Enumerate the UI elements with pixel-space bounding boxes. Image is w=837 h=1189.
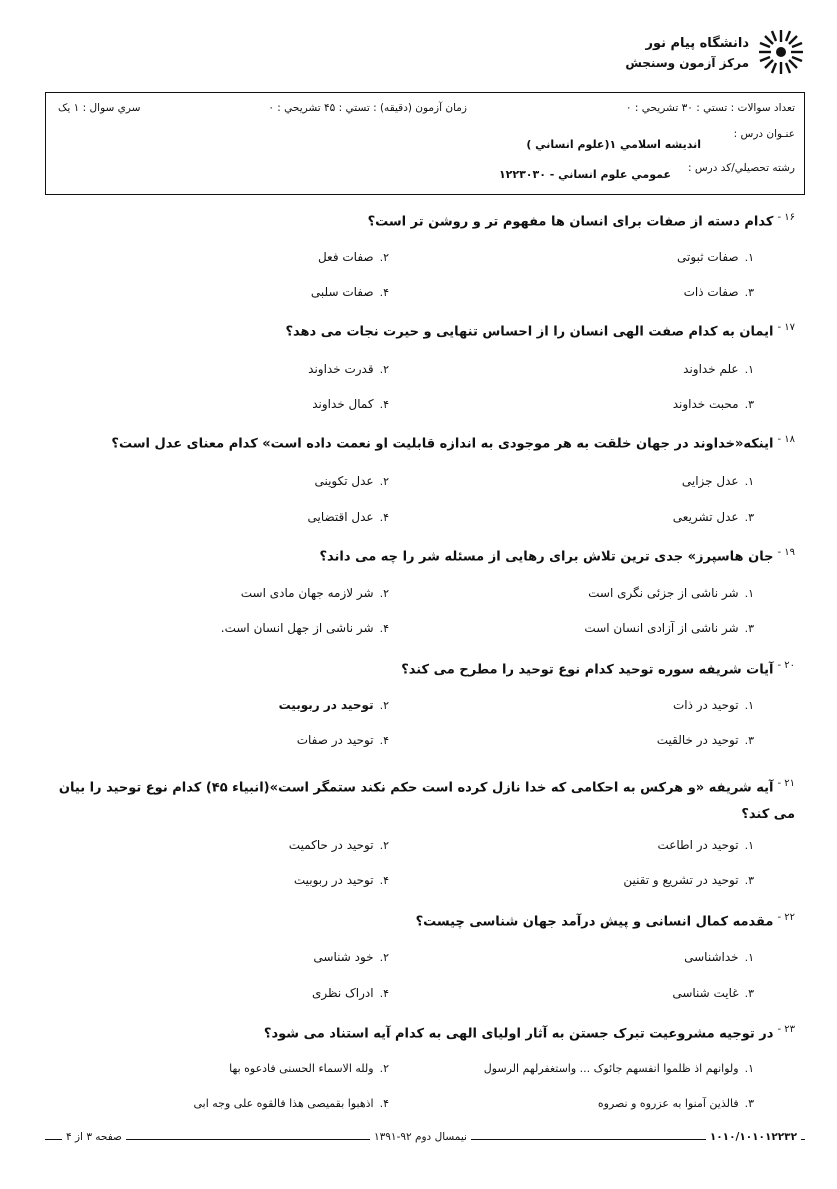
q18-option-1[interactable]: ۱.عدل جزایی <box>681 474 754 488</box>
question-19: $^{۱۹ -}$جان هاسپرز» جدی ترین تلاش برای رهایی از مسئله شر را چه می داند؟ <box>319 547 795 565</box>
q20-option-3[interactable]: ۳.توحید در خالقیت <box>656 733 754 747</box>
sunburst-emblem-icon <box>755 26 807 78</box>
assessment-center-name: مرکز آزمون وسنجش <box>625 56 749 70</box>
exam-code: ۱۰۱۰/۱۰۱۰۱۲۲۳۲ <box>706 1131 801 1143</box>
question-series: سري سوال : ۱ يک <box>58 102 141 114</box>
q23-option-2[interactable]: ۲.ولله الاسماء الحسنی فادعوه بها <box>229 1062 389 1075</box>
field-code: عمومي علوم انساني - ۱۲۲۳۰۳۰ <box>498 168 671 181</box>
q16-option-3[interactable]: ۳.صفات ذات <box>683 285 754 299</box>
exam-time: زمان آزمون (دقيقه) : تستي : ۴۵ تشريحي : ۰ <box>268 102 467 114</box>
q21-option-1[interactable]: ۱.توحید در اطاعت <box>657 838 754 852</box>
university-logo <box>577 26 807 80</box>
q16-option-1[interactable]: ۱.صفات ثبوتی <box>677 250 754 264</box>
q17-option-3[interactable]: ۳.محبت خداوند <box>672 397 754 411</box>
q22-option-4[interactable]: ۴.ادراک نظری <box>312 986 389 1000</box>
course-title: انديشه اسلامي ۱(علوم انساني ) <box>526 138 701 151</box>
question-16: $^{۱۶ -}$کدام دسته از صفات برای انسان ها مفهوم تر و روشن تر است؟ <box>367 212 795 230</box>
q17-option-1[interactable]: ۱.علم خداوند <box>683 362 754 376</box>
q16-option-4[interactable]: ۴.صفات سلبی <box>310 285 389 299</box>
question-23: $^{۲۳ -}$در توجیه مشروعیت تبرک جستن به آثار اولیای الهی به کدام آیه استناد می شود؟ <box>263 1024 795 1042</box>
q21-option-4[interactable]: ۴.توحید در ربوبیت <box>293 873 389 887</box>
q16-option-2[interactable]: ۲.صفات فعل <box>317 250 389 264</box>
q23-option-4[interactable]: ۴.اذهبوا بقمیصی هذا فالقوه علی وجه ابی <box>193 1097 389 1110</box>
question-17: $^{۱۷ -}$ایمان به کدام صفت الهی انسان را از احساس تنهایی و حیرت نجات می دهد؟ <box>285 322 795 340</box>
q18-option-3[interactable]: ۳.عدل تشریعی <box>672 510 754 524</box>
question-20: $^{۲۰ -}$آیات شریفه سوره توحید کدام نوع توحید را مطرح می کند؟ <box>401 660 795 678</box>
semester-label: نیمسال دوم ۹۲-۱۳۹۱ <box>370 1131 471 1143</box>
q18-option-4[interactable]: ۴.عدل اقتضایی <box>307 510 389 524</box>
q18-option-2[interactable]: ۲.عدل تکوینی <box>314 474 389 488</box>
q22-option-3[interactable]: ۳.غایت شناسی <box>672 986 754 1000</box>
q20-option-1[interactable]: ۱.توحید در ذات <box>672 698 754 712</box>
q22-option-2[interactable]: ۲.خود شناسی <box>313 950 389 964</box>
q23-option-3[interactable]: ۳.فالذین آمنوا به عزروه و نصروه <box>597 1097 754 1110</box>
question-18: $^{۱۸ -}$اینکه«خداوند در جهان خلقت به هر موجودی به اندازه قابلیت او نعمت داده است» کدام معنای عدل است؟ <box>111 434 795 452</box>
page-number: صفحه ۳ از ۴ <box>62 1131 126 1143</box>
q19-option-4[interactable]: ۴.شر ناشی از جهل انسان است. <box>220 621 389 635</box>
q20-option-4[interactable]: ۴.توحید در صفات <box>296 733 389 747</box>
q19-option-3[interactable]: ۳.شر ناشی از آزادی انسان است <box>584 621 754 635</box>
question-21: $^{۲۱ -}$آیه شریفه «و هرکس به احکامی که خدا نازل کرده است حکم نکند ستمگر است»(انبیاء ۴۵) کدام نوع توحید را بیان می کند؟ <box>58 778 795 823</box>
q21-option-2[interactable]: ۲.توحید در حاکمیت <box>288 838 389 852</box>
q21-option-3[interactable]: ۳.توحید در تشریع و تقنین <box>623 873 754 887</box>
question-22: $^{۲۲ -}$مقدمه کمال انسانی و پیش درآمد جهان شناسی چیست؟ <box>415 912 795 930</box>
course-label: عنـوان درس : <box>733 128 795 140</box>
q19-option-2[interactable]: ۲.شر لازمه جهان مادی است <box>240 586 389 600</box>
question-count: تعداد سوالات : تستي : ۳۰ تشريحي : ۰ <box>625 102 795 114</box>
q17-option-2[interactable]: ۲.قدرت خداوند <box>308 362 389 376</box>
field-label: رشته تحصيلي/کد درس : <box>687 162 795 174</box>
q20-option-2[interactable]: ۲.توحید در ربوبیت <box>278 698 389 712</box>
q17-option-4[interactable]: ۴.کمال خداوند <box>312 397 389 411</box>
university-name: دانشگاه پيام نور <box>645 36 749 51</box>
q22-option-1[interactable]: ۱.خداشناسی <box>684 950 754 964</box>
q23-option-1[interactable]: ۱.ولوانهم اذ ظلموا انفسهم جائوک ... واستغفرلهم الرسول <box>483 1062 754 1075</box>
q19-option-1[interactable]: ۱.شر ناشی از جزئی نگری است <box>588 586 754 600</box>
